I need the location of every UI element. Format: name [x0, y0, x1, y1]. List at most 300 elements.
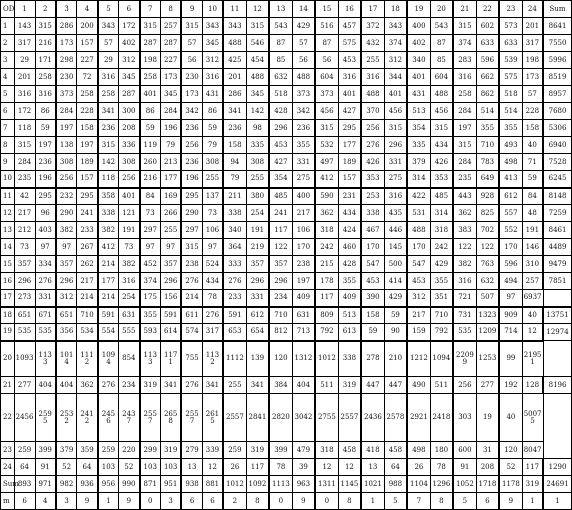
table-cell: 353: [361, 171, 384, 188]
table-cell: 12: [338, 459, 361, 476]
table-cell: 1021: [361, 476, 384, 493]
table-cell: 283: [453, 52, 476, 69]
header-cell: 23: [499, 1, 522, 18]
table-cell: 335: [407, 137, 430, 154]
table-cell: 173: [56, 35, 77, 52]
table-cell: 1718: [476, 476, 499, 493]
table-cell: 146: [522, 239, 543, 256]
table-cell: 8: [338, 493, 361, 510]
table-cell: 825: [476, 205, 499, 222]
table-cell: 431: [202, 86, 223, 103]
table-cell: 118: [98, 171, 119, 188]
header-cell: 2: [35, 1, 56, 18]
table-cell: 373: [292, 86, 315, 103]
table-cell: 355: [338, 273, 361, 290]
table-cell: 259: [14, 442, 35, 459]
table-cell: 8: [430, 493, 453, 510]
table-cell: 120: [499, 442, 522, 459]
table-cell: 497: [315, 154, 338, 171]
table-cell: 8148: [543, 188, 571, 205]
table-cell: 91: [453, 459, 476, 476]
table-cell: 402: [119, 35, 140, 52]
table-cell: 427: [269, 154, 292, 171]
table-cell: 57: [181, 35, 202, 52]
table-cell: 258: [98, 86, 119, 103]
table-cell: 488: [407, 222, 430, 239]
table-cell: 555: [119, 324, 140, 341]
header-cell: 5: [98, 1, 119, 18]
table-cell: 552: [499, 222, 522, 239]
table-cell: 447: [384, 377, 407, 394]
table-cell: 319: [246, 442, 269, 459]
table-cell: 137: [202, 188, 223, 205]
table-cell: 40: [499, 394, 522, 442]
table-cell: 493: [499, 137, 522, 154]
table-cell: 404: [292, 377, 315, 394]
table-cell: 231: [338, 188, 361, 205]
table-cell: 443: [453, 188, 476, 205]
table-cell: 400: [407, 18, 430, 35]
table-cell: 401: [338, 86, 361, 103]
table-cell: 216: [140, 171, 161, 188]
table-cell: 2418: [430, 394, 453, 442]
table-cell: 632: [269, 69, 292, 86]
table-cell: 8196: [543, 377, 571, 394]
table-cell: 990: [119, 476, 140, 493]
table-cell: 2755: [315, 394, 338, 442]
row-label-cell: 16: [1, 273, 15, 290]
table-cell: 316: [453, 69, 476, 86]
table-cell: 596: [499, 256, 522, 273]
table-cell: 343: [223, 18, 246, 35]
table-cell: 812: [269, 324, 292, 341]
table-cell: 783: [476, 154, 499, 171]
table-cell: 453: [361, 273, 384, 290]
table-cell: 139: [246, 341, 269, 377]
table-cell: 534: [77, 324, 98, 341]
table-cell: 197: [77, 137, 98, 154]
table-cell: 276: [181, 273, 202, 290]
table-cell: 354: [407, 120, 430, 137]
table-cell: 315: [453, 137, 476, 154]
table-cell: 170: [407, 239, 430, 256]
table-cell: 296: [56, 273, 77, 290]
table-cell: 52: [119, 459, 140, 476]
table-cell: 290: [56, 205, 77, 222]
table-row: [1, 137, 572, 154]
table-cell: 1: [361, 493, 384, 510]
table-cell: 988: [384, 476, 407, 493]
table-cell: 7680: [543, 103, 571, 120]
table-cell: 217: [407, 307, 430, 324]
table-cell: 412: [315, 171, 338, 188]
table-cell: 78: [202, 290, 223, 307]
table-cell: 318: [315, 442, 338, 459]
table-cell: 214: [98, 290, 119, 307]
table-cell: 316: [202, 69, 223, 86]
table-cell: 40: [522, 137, 543, 154]
table-cell: 591: [98, 307, 119, 324]
table-cell: 31: [476, 442, 499, 459]
table-cell: 614: [160, 324, 181, 341]
table-cell: 554: [98, 324, 119, 341]
table-cell: 257: [160, 18, 181, 35]
table-cell: 295: [35, 188, 56, 205]
table-cell: 316: [338, 69, 361, 86]
table-cell: 97: [160, 239, 181, 256]
row-label-cell: 6: [1, 103, 15, 120]
table-cell: 253: [361, 188, 384, 205]
table-cell: 1132: [202, 341, 223, 377]
table-cell: 59: [522, 171, 543, 188]
table-cell: 56: [315, 52, 338, 69]
table-cell: 1113: [269, 476, 292, 493]
table-cell: 267: [77, 239, 98, 256]
table-cell: 982: [56, 476, 77, 493]
table-cell: 296: [269, 120, 292, 137]
table-cell: 316: [14, 86, 35, 103]
table-cell: 84: [140, 188, 161, 205]
header-cell: 4: [77, 1, 98, 18]
table-cell: 312: [407, 290, 430, 307]
table-cell: 2658: [160, 394, 181, 442]
table-cell: 2557: [140, 394, 161, 442]
table-cell: 178: [315, 273, 338, 290]
table-cell: 286: [223, 86, 246, 103]
row-label-cell: m: [1, 493, 15, 510]
table-cell: 59: [361, 324, 384, 341]
header-cell: 21: [453, 1, 476, 18]
table-cell: 338: [98, 205, 119, 222]
table-cell: 963: [292, 476, 315, 493]
table-cell: 404: [35, 377, 56, 394]
table-cell: 236: [181, 120, 202, 137]
table-cell: 295: [77, 188, 98, 205]
table-cell: 255: [160, 222, 181, 239]
table-cell: 228: [522, 103, 543, 120]
table-cell: 457: [338, 18, 361, 35]
table-cell: 262: [77, 256, 98, 273]
table-cell: 236: [98, 120, 119, 137]
table-cell: 312: [56, 290, 77, 307]
table-cell: 429: [292, 18, 315, 35]
table-cell: 710: [476, 137, 499, 154]
table-cell: 316: [453, 273, 476, 290]
table-cell: 12974: [543, 324, 571, 341]
table-cell: 158: [522, 120, 543, 137]
table-cell: 370: [361, 103, 384, 120]
table-cell: 315: [35, 18, 56, 35]
table-cell: 383: [453, 222, 476, 239]
table-cell: 219: [246, 239, 269, 256]
table-cell: 256: [119, 171, 140, 188]
table-cell: 39: [292, 459, 315, 476]
table-cell: 9: [292, 493, 315, 510]
table-cell: 9: [77, 493, 98, 510]
table-cell: 5306: [543, 120, 571, 137]
table-cell: 287: [119, 86, 140, 103]
row-label-cell: 17: [1, 290, 15, 307]
table-row: [1, 69, 572, 86]
table-cell: 951: [160, 476, 181, 493]
table-cell: 2841: [246, 394, 269, 442]
table-cell: 1296: [430, 476, 453, 493]
table-cell: 458: [338, 442, 361, 459]
table-cell: 341: [223, 103, 246, 120]
header-cell: 16: [338, 1, 361, 18]
table-cell: 362: [315, 205, 338, 222]
table-cell: 317: [202, 324, 223, 341]
row-label-cell: Sum: [1, 476, 15, 493]
table-cell: 413: [499, 171, 522, 188]
table-cell: 277: [14, 377, 35, 394]
table-cell: 702: [476, 222, 499, 239]
table-cell: 854: [119, 341, 140, 377]
table-cell: 314: [430, 205, 453, 222]
table-cell: 1253: [476, 341, 499, 377]
table-cell: 507: [476, 290, 499, 307]
table-cell: 315: [14, 137, 35, 154]
table-cell: 197: [453, 120, 476, 137]
table-cell: 1104: [407, 476, 430, 493]
header-cell: Sum: [543, 1, 571, 18]
table-cell: 338: [223, 205, 246, 222]
table-cell: 1: [522, 493, 543, 510]
table-cell: 72: [77, 69, 98, 86]
table-cell: 317: [522, 35, 543, 52]
table-cell: 297: [181, 222, 202, 239]
table-cell: 191: [522, 222, 543, 239]
header-row: [1, 1, 572, 18]
table-cell: 276: [361, 137, 384, 154]
table-row: [1, 239, 572, 256]
header-cell: 17: [361, 1, 384, 18]
table-cell: 315: [140, 18, 161, 35]
table-cell: 122: [269, 239, 292, 256]
table-cell: 177: [98, 273, 119, 290]
header-cell: 18: [384, 1, 407, 18]
table-cell: 400: [292, 188, 315, 205]
table-cell: 518: [269, 86, 292, 103]
table-cell: 143: [14, 18, 35, 35]
table-cell: 256: [181, 137, 202, 154]
table-cell: 1094: [430, 341, 453, 377]
table-cell: 938: [181, 476, 202, 493]
table-cell: 316: [119, 273, 140, 290]
table-cell: 1052: [453, 476, 476, 493]
table-cell: 284: [453, 154, 476, 171]
table-cell: 315: [181, 239, 202, 256]
table-cell: 426: [430, 154, 453, 171]
table-cell: 792: [315, 324, 338, 341]
header-cell: 19: [407, 1, 430, 18]
table-cell: 29: [14, 52, 35, 69]
row-label-cell: 4: [1, 69, 15, 86]
table-cell: 201: [223, 69, 246, 86]
table-cell: 59: [35, 120, 56, 137]
table-cell: 456: [384, 103, 407, 120]
table-cell: 353: [430, 171, 453, 188]
table-cell: 216: [35, 35, 56, 52]
table-cell: 255: [202, 171, 223, 188]
table-cell: 382: [98, 222, 119, 239]
table-cell: 308: [202, 154, 223, 171]
table-cell: 315: [315, 120, 338, 137]
table-cell: 339: [202, 442, 223, 459]
table-cell: 514: [476, 103, 499, 120]
table-cell: 351: [430, 290, 453, 307]
table-cell: 118: [14, 120, 35, 137]
table-cell: 763: [476, 256, 499, 273]
table-cell: 7259: [543, 205, 571, 222]
table-cell: 2532: [56, 394, 77, 442]
table-cell: 156: [160, 290, 181, 307]
table-cell: 260: [140, 154, 161, 171]
table-cell: 653: [223, 324, 246, 341]
table-cell: 106: [292, 222, 315, 239]
table-cell: 196: [35, 171, 56, 188]
row-label-cell: 15: [1, 256, 15, 273]
table-cell: 432: [361, 35, 384, 52]
table-cell: 631: [292, 307, 315, 324]
table-cell: 236: [223, 120, 246, 137]
table-cell: 355: [499, 120, 522, 137]
table-cell: 303: [453, 394, 476, 442]
table-cell: 382: [56, 222, 77, 239]
row-label-cell: 10: [1, 171, 15, 188]
table-cell: 180: [430, 442, 453, 459]
table-row: [1, 18, 572, 35]
table-cell: 422: [407, 188, 430, 205]
table-cell: 94: [223, 154, 246, 171]
table-cell: 662: [476, 69, 499, 86]
table-cell: 290: [181, 205, 202, 222]
table-cell: 258: [77, 86, 98, 103]
table-cell: 73: [140, 205, 161, 222]
table-cell: 284: [56, 103, 77, 120]
table-cell: 1311: [315, 476, 338, 493]
table-cell: 604: [430, 69, 453, 86]
table-cell: 0: [315, 493, 338, 510]
table-cell: 217: [77, 273, 98, 290]
table-cell: 345: [202, 35, 223, 52]
table-cell: 232: [56, 188, 77, 205]
table-cell: 936: [77, 476, 98, 493]
table-cell: 12: [522, 324, 543, 341]
table-cell: 721: [453, 290, 476, 307]
table-cell: 236: [292, 120, 315, 137]
table-cell: 198: [140, 52, 161, 69]
table-cell: 196: [160, 120, 181, 137]
table-cell: 591: [223, 307, 246, 324]
table-cell: 452: [140, 256, 161, 273]
table-cell: 373: [315, 86, 338, 103]
table-cell: 255: [223, 377, 246, 394]
table-cell: 316: [98, 69, 119, 86]
table-cell: 22099: [453, 341, 476, 377]
table-cell: 6937: [522, 290, 543, 307]
header-cell: 3: [56, 1, 77, 18]
table-cell: 208: [119, 120, 140, 137]
table-cell: 454: [246, 52, 269, 69]
table-cell: 257: [522, 273, 543, 290]
table-cell: 573: [499, 18, 522, 35]
table-cell: 142: [98, 154, 119, 171]
row-label-cell: 20: [1, 341, 15, 377]
table-cell: 157: [338, 171, 361, 188]
table-cell: 1: [98, 493, 119, 510]
table-cell: 158: [77, 120, 98, 137]
table-cell: 227: [77, 52, 98, 69]
table-cell: 296: [14, 273, 35, 290]
row-label-cell: 2: [1, 35, 15, 52]
header-cell: 15: [315, 1, 338, 18]
table-cell: 374: [140, 273, 161, 290]
table-cell: 212: [14, 222, 35, 239]
table-cell: 2: [223, 493, 246, 510]
row-label-cell: 11: [1, 188, 15, 205]
table-row: [1, 35, 572, 52]
table-cell: 612: [246, 307, 269, 324]
table-cell: 0: [140, 493, 161, 510]
table-cell: 287: [160, 35, 181, 52]
table-cell: 197: [292, 273, 315, 290]
table-cell: 78: [269, 459, 292, 476]
table-cell: 276: [181, 377, 202, 394]
table-cell: 121: [119, 205, 140, 222]
table-cell: 881: [202, 476, 223, 493]
table-cell: 236: [181, 154, 202, 171]
table-cell: 453: [338, 52, 361, 69]
table-cell: 312: [384, 52, 407, 69]
table-cell: 1012: [315, 341, 338, 377]
table-cell: 97: [499, 290, 522, 307]
table-cell: 2820: [269, 394, 292, 442]
table-cell: 338: [361, 205, 384, 222]
table-cell: 467: [361, 222, 384, 239]
table-cell: 374: [453, 35, 476, 52]
table-cell: 414: [384, 273, 407, 290]
table-cell: 314: [407, 171, 430, 188]
table-cell: 284: [453, 103, 476, 120]
table-cell: 197: [56, 120, 77, 137]
table-cell: 2456: [98, 394, 119, 442]
table-cell: 341: [98, 103, 119, 120]
table-row: [1, 307, 572, 324]
table-cell: 71: [522, 154, 543, 171]
table-cell: 338: [338, 341, 361, 377]
table-cell: 435: [384, 205, 407, 222]
table-cell: 362: [77, 377, 98, 394]
header-cell: 10: [202, 1, 223, 18]
table-cell: 191: [246, 222, 269, 239]
table-cell: 427: [338, 103, 361, 120]
table-cell: 96: [35, 205, 56, 222]
table-cell: 90: [384, 324, 407, 341]
table-cell: 590: [315, 188, 338, 205]
table-cell: 6940: [543, 137, 571, 154]
table-cell: 412: [98, 239, 119, 256]
table-cell: 342: [292, 103, 315, 120]
table-cell: 358: [98, 188, 119, 205]
table-cell: 3: [160, 493, 181, 510]
table-cell: 7528: [543, 154, 571, 171]
row-label-cell: 8: [1, 137, 15, 154]
table-cell: 9: [119, 493, 140, 510]
table-cell: 56: [292, 52, 315, 69]
table-cell: 57: [292, 35, 315, 52]
table-cell: 331: [384, 154, 407, 171]
